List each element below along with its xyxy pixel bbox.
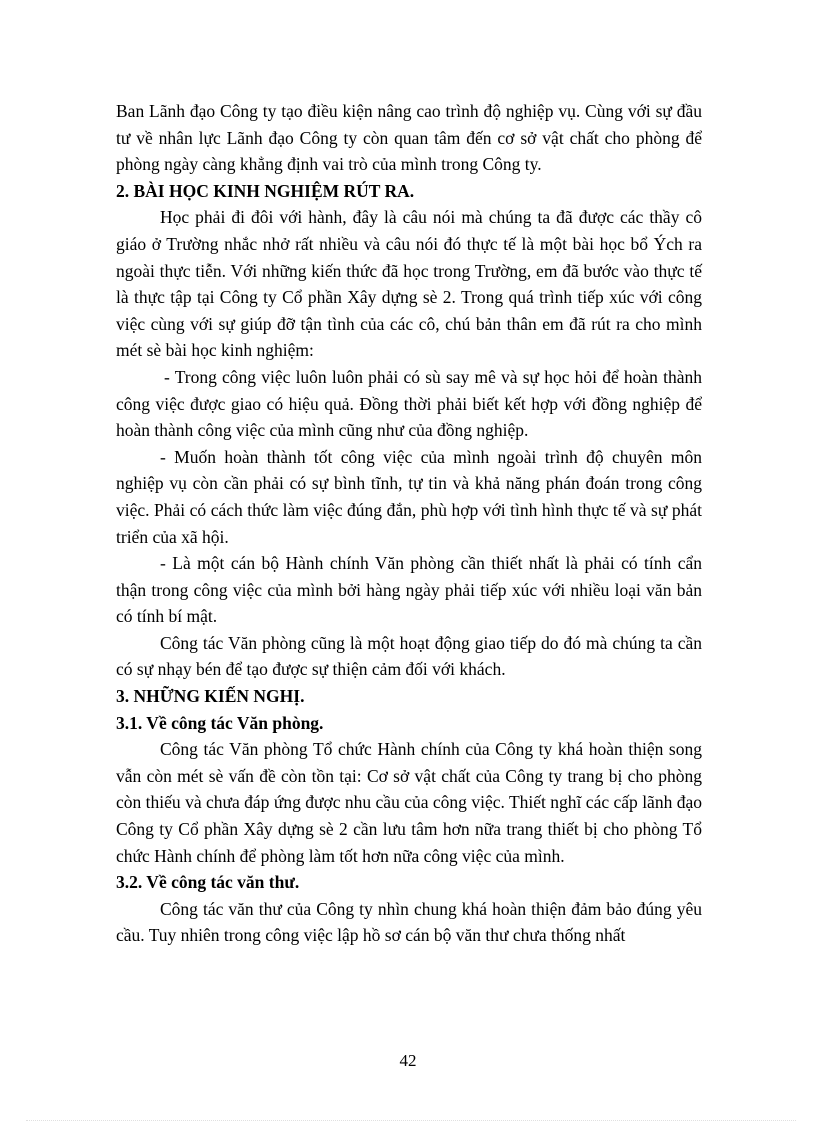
heading-recommendations: 3. NHỮNG KIẾN NGHỊ.	[116, 686, 305, 707]
paragraph-intro: Ban Lãnh đạo Công ty tạo điều kiện nâng cao trình độ nghiệp vụ. Cùng với sự đầu tư về nhân lực Lãnh đạo Công ty còn quan tâm đến cơ sở vật chất cho phòng để phòng ngày càng khẳng định vai trò của mình trong Công ty.	[116, 101, 702, 175]
paragraph-lessons-2: - Trong công việc luôn luôn phải có sù say mê và sự học hỏi để hoàn thành công việc được giao có hiệu quả. Đồng thời phải biết kết hợp với đồng nghiệp để hoàn thành công việc của mình cũng như của đồng nghiệp.	[116, 366, 702, 441]
heading-clerical-work: 3.2. Về công tác văn thư.	[116, 872, 300, 893]
heading-lessons-learned: 2. BÀI HỌC KINH NGHIỆM RÚT RA.	[116, 180, 415, 201]
paragraph-lessons-4: - Là một cán bộ Hành chính Văn phòng cần thiết nhất là phải có tính cẩn thận trong công việc của mình bởi hàng ngày phải tiếp xúc với nhiều loại văn bản có tính bí mật.	[116, 553, 702, 627]
document-page	[116, 98, 702, 949]
paragraph-lessons-5: Công tác Văn phòng cũng là một hoạt động giao tiếp do đó mà chúng ta cần có sự nhạy bén để tạo được sự thiện cảm đối với khách.	[116, 632, 702, 680]
paragraph-lessons-1: Học phải đi đôi với hành, đây là câu nói mà chúng ta đã được các thầy cô giáo ở Trường nhắc nhở rất nhiều và câu nói đó thực tế là một bài học bổ Ých ra ngoài thực tiễn. Với những kiến thức đã học trong Trường, em đã bước vào thực tế là thực tập tại Công ty Cổ phần Xây dựng sè 2. Trong quá trình tiếp xúc với công việc cùng với sự giúp đỡ tận tình của các cô, chú bản thân em đã rút ra cho mình mét sè bài học kinh nghiệm:	[116, 207, 702, 361]
page-number: 42	[399, 1051, 417, 1070]
page-bottom-divider	[26, 1120, 796, 1121]
paragraph-lessons-3: - Muốn hoàn thành tốt công việc của mình ngoài trình độ chuyên môn nghiệp vụ còn cần phải có sự bình tĩnh, tự tin và khả năng phán đoán trong công việc. Phải có cách thức làm việc đúng đắn, phù hợp với tình hình thực tế và sự phát triển của xã hội.	[116, 446, 702, 547]
heading-office-work: 3.1. Về công tác Văn phòng.	[116, 712, 324, 733]
paragraph-office-work: Công tác Văn phòng Tổ chức Hành chính của Công ty khá hoàn thiện song vẫn còn mét sè vấn đề còn tồn tại: Cơ sở vật chất của Công ty trang bị cho phòng còn thiếu và chưa đáp ứng được nhu cầu của công việc. Thiết nghĩ các cấp lãnh đạo Công ty Cổ phần Xây dựng sè 2 cần lưu tâm hơn nữa trang thiết bị cho phòng Tổ chức Hành chính để phòng làm tốt hơn nữa công việc của mình.	[116, 739, 702, 866]
paragraph-clerical-work: Công tác văn thư của Công ty nhìn chung khá hoàn thiện đảm bảo đúng yêu cầu. Tuy nhiên trong công việc lập hồ sơ cán bộ văn thư chưa thống nhất	[116, 898, 702, 946]
